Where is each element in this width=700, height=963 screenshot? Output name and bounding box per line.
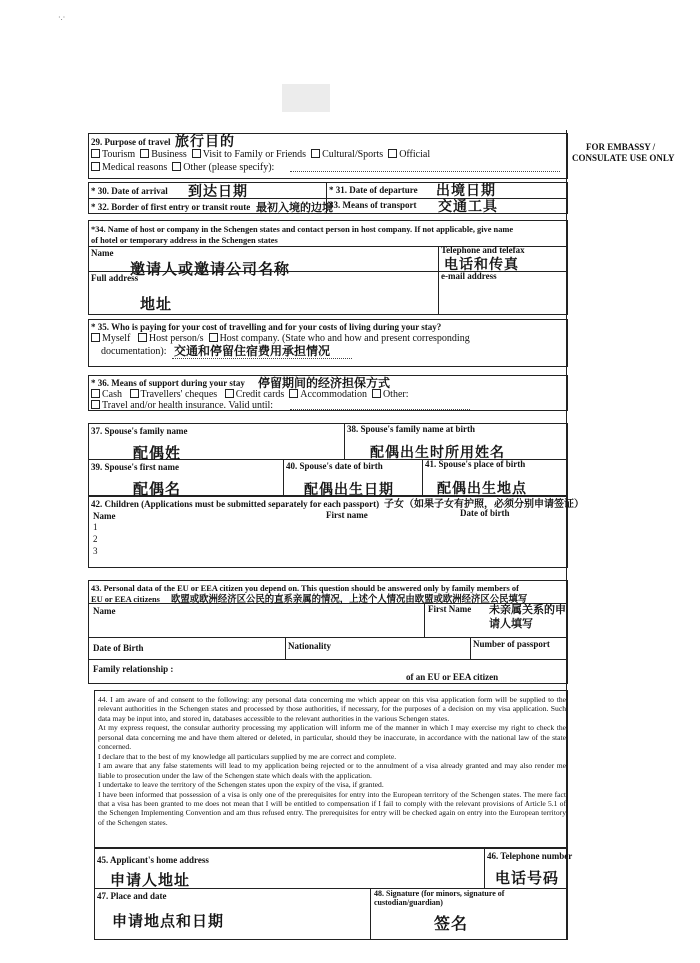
q41-handwritten: 配偶出生地点 bbox=[437, 481, 527, 497]
q42-col-first: First name bbox=[326, 510, 368, 520]
q32-handwritten: 最初入境的边境 bbox=[256, 201, 333, 214]
q36-handwritten: 停留期间的经济担保方式 bbox=[258, 376, 391, 390]
q29-handwritten: 旅行目的 bbox=[175, 134, 235, 150]
q36-options-row1: Cash Travellers' cheques Credit cards Accommodation Other: bbox=[91, 389, 409, 400]
declaration-para: I have been informed that possession of a visa is only one of the prerequisites for entry into the European territory of the Schengen states. The mere fact that a visa has been granted to me does not mean that I will be entitled to compensation if I fail to comply with the relevant provisions of Article 5.1 of the Schengen Implementing Convention and am thus refused entry. The prerequisites for entry will be checked again on entry into the European territory of the Schengen states. bbox=[98, 789, 566, 827]
q34-label-line2: of hotel or temporary address in the Schengen states bbox=[91, 236, 278, 245]
q42-row-3: 3 bbox=[93, 546, 98, 556]
q36-label: * 36. Means of support during your stay bbox=[91, 378, 245, 388]
other-purpose-checkbox[interactable] bbox=[172, 162, 181, 171]
q35-handwritten: 交通和停留住宿费用承担情况 bbox=[174, 344, 331, 358]
q32-label: * 32. Border of first entry or transit route bbox=[91, 202, 251, 212]
embassy-use-line1: FOR EMBASSY / bbox=[586, 142, 656, 152]
q43-name-label: Name bbox=[93, 606, 116, 616]
q33-label: 33. Means of transport bbox=[329, 200, 417, 210]
credit-cards-checkbox[interactable] bbox=[225, 389, 234, 398]
q48-signature: 签名 bbox=[434, 914, 469, 933]
q42-label: 42. Children (Applications must be submitted separately for each passport) bbox=[91, 499, 380, 509]
q34-tel-handwritten: 电话和传真 bbox=[444, 257, 519, 273]
medical-checkbox[interactable] bbox=[91, 162, 100, 171]
cheques-checkbox[interactable] bbox=[130, 389, 139, 398]
q43-label-line1: 43. Personal data of the EU or EEA citizen you depend on. This question should be answered only by family members of bbox=[91, 584, 519, 593]
q29-label: 29. Purpose of travel bbox=[91, 137, 171, 147]
q43-first-label: First Name bbox=[428, 604, 472, 614]
q47-label: 47. Place and date bbox=[97, 891, 167, 901]
visit-family-checkbox[interactable] bbox=[192, 149, 201, 158]
q43-handwritten: 欧盟或欧洲经济区公民的直系亲属的情况，上述个人情况由欧盟或欧洲经济区公民填写 bbox=[171, 594, 528, 605]
host-person-checkbox[interactable] bbox=[138, 333, 147, 342]
col-divider bbox=[424, 603, 425, 637]
q42-row-1: 1 bbox=[93, 522, 98, 532]
q48-label: 48. Signature (for minors, signature of custodian/guardian) bbox=[374, 889, 505, 907]
q45-label: 45. Applicant's home address bbox=[97, 855, 209, 865]
q43-label-line2: EU or EEA citizens bbox=[91, 595, 160, 604]
other-support-checkbox[interactable] bbox=[372, 389, 381, 398]
q43-rel-label: Family relationship : bbox=[93, 664, 174, 674]
scan-smudge bbox=[282, 84, 330, 112]
myself-checkbox[interactable] bbox=[91, 333, 100, 342]
cash-checkbox[interactable] bbox=[91, 389, 100, 398]
q34-address-label: Full address bbox=[91, 273, 139, 283]
q43-passport-label: Number of passport bbox=[473, 639, 550, 649]
q31-label: * 31. Date of departure bbox=[329, 185, 418, 195]
q42-col-dob: Date of birth bbox=[460, 508, 510, 518]
q34-address-handwritten: 地址 bbox=[140, 295, 173, 313]
q42-handwritten: 子女（如果子女有护照，必须分别申请签证） bbox=[384, 499, 584, 510]
q42-col-name: Name bbox=[93, 511, 116, 521]
tourism-checkbox[interactable] bbox=[91, 149, 100, 158]
row-divider bbox=[88, 637, 568, 638]
q46-label: 46. Telephone number bbox=[487, 851, 573, 861]
q29-options-row1: Tourism Business Visit to Family or Friends Cultural/Sports Official bbox=[91, 149, 430, 160]
q38-handwritten: 配偶出生时所用姓名 bbox=[370, 445, 505, 461]
q42-row-2: 2 bbox=[93, 534, 98, 544]
business-checkbox[interactable] bbox=[140, 149, 149, 158]
declaration-para: I declare that to the best of my knowledge all particulars supplied by me are correct and complete. bbox=[98, 751, 397, 761]
q30-label: * 30. Date of arrival bbox=[91, 186, 168, 196]
q37-label: 37. Spouse's family name bbox=[91, 426, 188, 436]
q35-doc-label: documentation): bbox=[101, 346, 167, 357]
q36-line bbox=[290, 409, 470, 410]
q35-label: * 35. Who is paying for your cost of travelling and for your costs of living during your stay? bbox=[91, 322, 442, 332]
q29-options-row2: Medical reasons Other (please specify): bbox=[91, 162, 274, 173]
q37-handwritten: 配偶姓 bbox=[133, 444, 182, 462]
q43-first-handwritten: 未亲属关系的申请人填写 bbox=[489, 603, 566, 630]
embassy-use-line2: CONSULATE USE ONLY bbox=[572, 153, 675, 163]
declaration-para: I undertake to leave the territory of the Schengen states upon the expiry of the visa, if granted. bbox=[98, 780, 384, 790]
col-divider bbox=[422, 459, 423, 496]
col-divider bbox=[283, 459, 284, 496]
col-divider bbox=[484, 848, 485, 888]
q34-tel-label: Telephone and telefax bbox=[441, 245, 525, 255]
host-company-checkbox[interactable] bbox=[209, 333, 218, 342]
scan-speck: ·.· bbox=[58, 13, 66, 22]
cultural-sports-checkbox[interactable] bbox=[311, 149, 320, 158]
q45-handwritten: 申请人地址 bbox=[110, 871, 191, 889]
col-divider bbox=[438, 246, 439, 315]
row-divider bbox=[88, 659, 568, 660]
declaration-text bbox=[98, 695, 566, 827]
q31-handwritten: 出境日期 bbox=[436, 183, 496, 199]
q39-label: 39. Spouse's first name bbox=[91, 462, 180, 472]
col-divider bbox=[344, 423, 345, 459]
q39-handwritten: 配偶名 bbox=[133, 480, 182, 498]
q47-handwritten: 申请地点和日期 bbox=[112, 912, 225, 930]
q35-line bbox=[172, 358, 352, 359]
q34-name-handwritten: 邀请人或邀请公司名称 bbox=[130, 260, 291, 278]
q40-handwritten: 配偶出生日期 bbox=[304, 482, 394, 498]
official-checkbox[interactable] bbox=[388, 149, 397, 158]
q40-label: 40. Spouse's date of birth bbox=[286, 461, 383, 471]
q38-label: 38. Spouse's family name at birth bbox=[347, 424, 476, 434]
q36-options-row2: Travel and/or health insurance. Valid until: bbox=[91, 400, 273, 411]
insurance-checkbox[interactable] bbox=[91, 400, 100, 409]
declaration-para: 44. I am aware of and consent to the following: any personal data concerning me which appear on this visa application form will be supplied to the relevant authorities in the Schengen states and processed by those authorities, if necessary, for the purposes of a decision on my visa application. Such data may be input into, and stored in, databases accessible to the relevant authorities in the various Schengen states. bbox=[98, 695, 566, 723]
accommodation-checkbox[interactable] bbox=[289, 389, 298, 398]
col-divider bbox=[370, 888, 371, 940]
q34-label-line1: *34. Name of host or company in the Schengen states and contact person in host company. If not applicable, give name bbox=[91, 225, 514, 234]
q34-email-label: e-mail address bbox=[441, 271, 497, 281]
q43-dob-label: Date of Birth bbox=[93, 643, 144, 653]
q43-nat-label: Nationality bbox=[288, 641, 332, 651]
q30-handwritten: 到达日期 bbox=[188, 184, 248, 200]
col-divider bbox=[285, 637, 286, 659]
q33-handwritten: 交通工具 bbox=[438, 199, 498, 215]
declaration-para: At my express request, the consular authority processing my application will inform me of the manner in which I may exercise my right to check the personal data concerning me and have them altered or deleted, in particular, should they be inaccurate, in accordance with the national law of the state concerned. bbox=[98, 723, 566, 752]
q41-label: 41. Spouse's place of birth bbox=[425, 459, 526, 469]
col-divider bbox=[470, 637, 471, 659]
q29-other-line bbox=[290, 171, 560, 172]
q34-name-label: Name bbox=[91, 248, 114, 258]
q43-rel-suffix: of an EU or EEA citizen bbox=[406, 672, 499, 682]
declaration-para: I am aware that any false statements will lead to my application being rejected or to the annulment of a visa already granted and may also render me liable to prosecution under the law of the Schengen state which deals with the application. bbox=[98, 761, 566, 780]
q35-options: Myself Host person/s Host company. (State who and how and present corresponding bbox=[91, 333, 470, 344]
q46-handwritten: 电话号码 bbox=[495, 869, 560, 887]
